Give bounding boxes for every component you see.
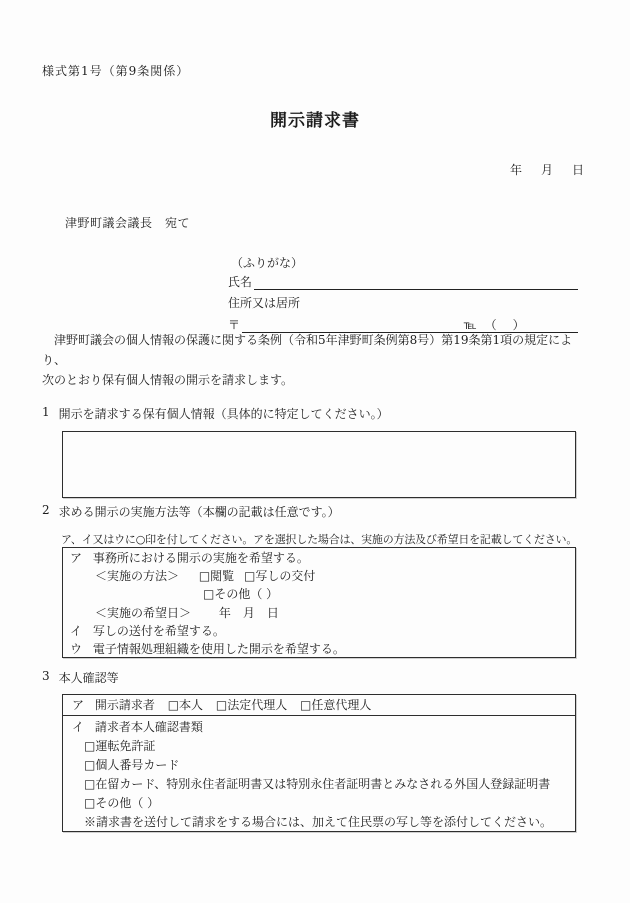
checkbox-inspection[interactable]: □閲覧 (198, 569, 235, 584)
section2-instruction: ア、イ又はウに○印を付してください。アを選択した場合は、実施の方法及び希望日を記載してください。 (61, 533, 578, 546)
intro-paragraph (42, 330, 590, 390)
checkbox-document-other[interactable]: □その他（ ） (84, 796, 160, 811)
postal-mark: 〒 (228, 318, 241, 332)
requester-text: 開示請求者 (94, 698, 155, 712)
furigana-label: （ふりがな） (231, 256, 304, 270)
requester-type-row (63, 695, 575, 716)
option-u-text: 電子情報処理組織を使用した開示を希望する。 (92, 641, 345, 656)
form-number: 様式第1号（第9条関係） (42, 64, 190, 78)
requested-info-input-box[interactable] (62, 431, 576, 498)
checkbox-principal[interactable]: □本人 (167, 698, 204, 712)
tel-value-parens: （ ） (484, 318, 527, 332)
option-i-label[interactable]: イ (70, 623, 83, 638)
section1-heading (42, 405, 389, 422)
mailing-note: ※請求書を送付して請求をする場合には、加えて住民票の写し等を添付してください。 (84, 815, 553, 830)
checkbox-voluntary-representative[interactable]: □任意代理人 (300, 698, 372, 712)
disclosure-method-box (62, 547, 576, 658)
section2-title: 求める開示の実施方法等（本欄の記載は任意です。） (58, 505, 340, 519)
desired-date-label: ＜実施の希望日＞ (95, 605, 192, 620)
applicant-block (228, 256, 578, 333)
address-label: 住所又は居所 (228, 296, 301, 310)
option-a-row (70, 549, 571, 567)
section3-number: 3 (42, 669, 50, 683)
option-i-text: 写しの送付を希望する。 (92, 623, 225, 638)
section1-title: 開示を請求する保有個人情報（具体的に特定してください。） (58, 407, 389, 421)
desired-date-row (70, 604, 571, 622)
documents-row-label: イ (72, 720, 85, 734)
intro-line2: 次のとおり保有個人情報の開示を請求します。 (42, 373, 294, 387)
name-label: 氏名 (228, 275, 253, 289)
date-year-label: 年 (509, 163, 522, 177)
desired-date-fields[interactable]: 年 月 日 (218, 605, 279, 620)
checkbox-legal-representative[interactable]: □法定代理人 (215, 698, 288, 712)
tel-label: ℡ (463, 318, 477, 332)
checkbox-method-other[interactable]: □その他（ ） (203, 587, 279, 602)
section3-heading (42, 669, 119, 686)
date-day-label: 日 (571, 163, 584, 177)
name-field-row (228, 273, 578, 290)
intro-line1: 津野町議会の個人情報の保護に関する条例（令和5年津野町条例第8号）第19条第1項の規定により、 (42, 333, 573, 367)
checkbox-residence-card[interactable]: □在留カード、特別永住者証明書又は特別永住者証明書とみなされる外国人登録証明書 (84, 777, 551, 792)
page-title: 開示請求書 (270, 111, 360, 131)
checkbox-my-number-card[interactable]: □個人番号カード (84, 758, 180, 773)
option-u-label[interactable]: ウ (70, 641, 83, 656)
option-a-label[interactable]: ア (70, 551, 83, 565)
method-row (70, 567, 571, 585)
addressee: 津野町議会議長 宛て (65, 216, 191, 230)
requester-row-label: ア (72, 698, 85, 712)
identity-verification-box (62, 694, 576, 832)
date-month-label: 月 (540, 163, 553, 177)
name-input-line[interactable] (254, 273, 578, 290)
section3-title: 本人確認等 (58, 671, 119, 685)
checkbox-copy-issue[interactable]: □写しの交付 (244, 569, 316, 584)
option-a-text: 事務所における開示の実施を希望する。 (92, 551, 309, 565)
option-i-row (70, 622, 571, 640)
date-line (510, 161, 584, 178)
method-label: ＜実施の方法＞ (95, 569, 180, 584)
checkbox-drivers-license[interactable]: □運転免許証 (84, 739, 156, 754)
section2-number: 2 (42, 503, 50, 517)
documents-header-row (72, 718, 575, 737)
method-other-row (70, 585, 571, 603)
identity-documents-section (63, 716, 575, 833)
option-u-row (70, 640, 571, 658)
section2-heading (42, 503, 340, 520)
section1-number: 1 (42, 405, 50, 419)
documents-text: 請求者本人確認書類 (94, 720, 203, 734)
